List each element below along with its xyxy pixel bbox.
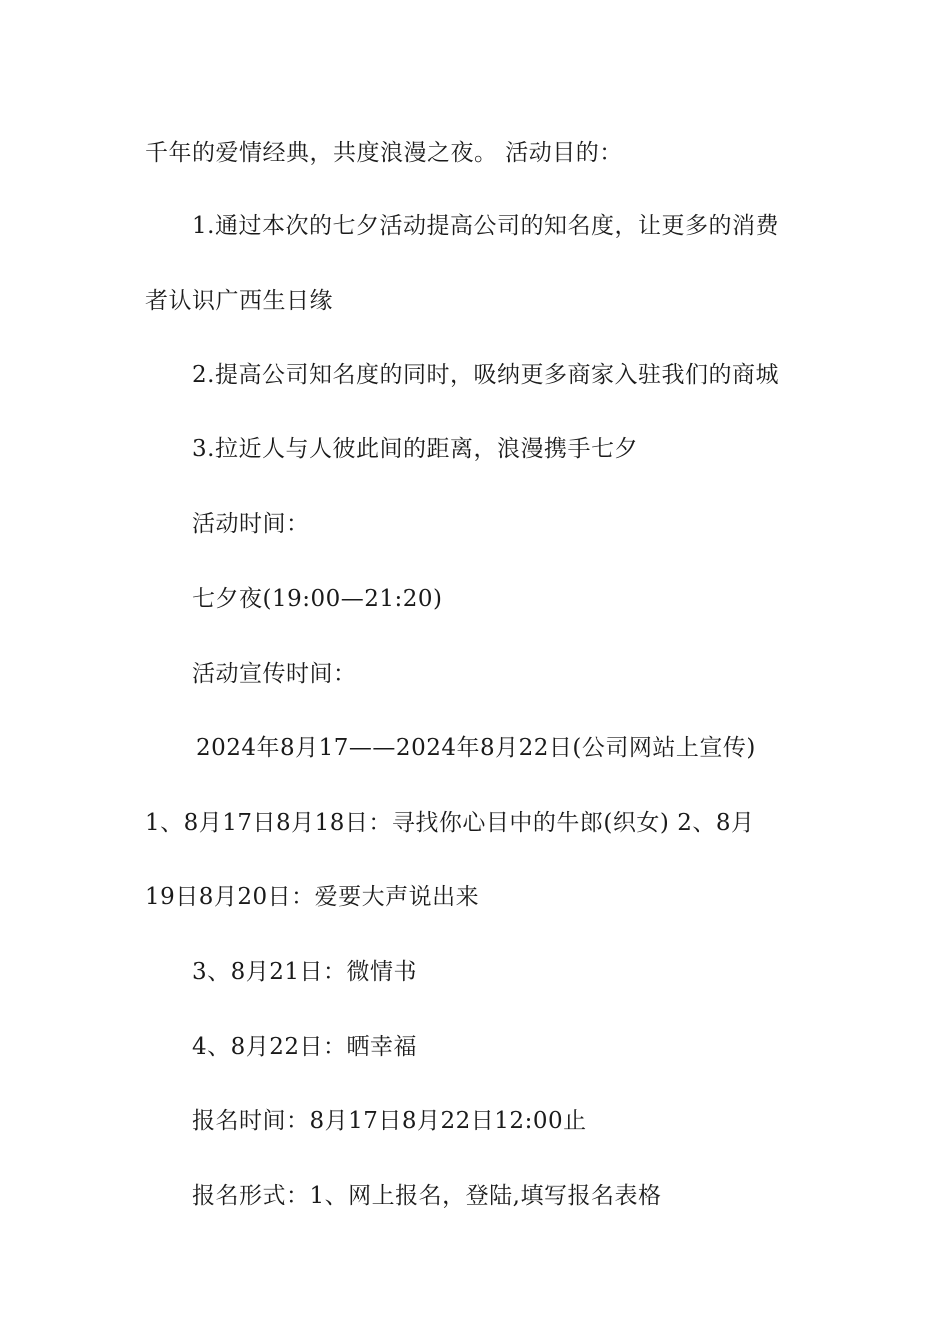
text-line-opening: 千年的爱情经典，共度浪漫之夜。 活动目的： <box>145 140 623 166</box>
text-line-promo-time-heading: 活动宣传时间： <box>192 661 357 687</box>
text-line-promo-time: 2024年8月17——2024年8月22日(公司网站上宣传) <box>196 735 756 761</box>
text-line-schedule-2: 19日8月20日：爱要大声说出来 <box>145 884 480 910</box>
text-line-schedule-3: 3、8月21日：微情书 <box>192 959 418 985</box>
text-line-signup-time: 报名时间：8月17日8月22日12:00止 <box>192 1108 587 1134</box>
text-line-goal-3: 3.拉近人与人彼此间的距离，浪漫携手七夕 <box>192 436 638 462</box>
text-line-event-time: 七夕夜(19:00—21:20) <box>192 586 443 612</box>
text-line-schedule-4: 4、8月22日：晒幸福 <box>192 1034 418 1060</box>
text-line-signup-method: 报名形式：1、网上报名，登陆,填写报名表格 <box>192 1183 662 1209</box>
text-line-goal-1: 1.通过本次的七夕活动提高公司的知名度，让更多的消费 <box>192 213 779 239</box>
text-line-goal-1-cont: 者认识广西生日缘 <box>145 288 333 314</box>
text-line-goal-2: 2.提高公司知名度的同时，吸纳更多商家入驻我们的商城 <box>192 362 779 388</box>
text-line-event-time-heading: 活动时间： <box>192 511 310 537</box>
text-line-schedule-1: 1、8月17日8月18日：寻找你心目中的牛郎(织女) 2、8月 <box>145 810 755 836</box>
